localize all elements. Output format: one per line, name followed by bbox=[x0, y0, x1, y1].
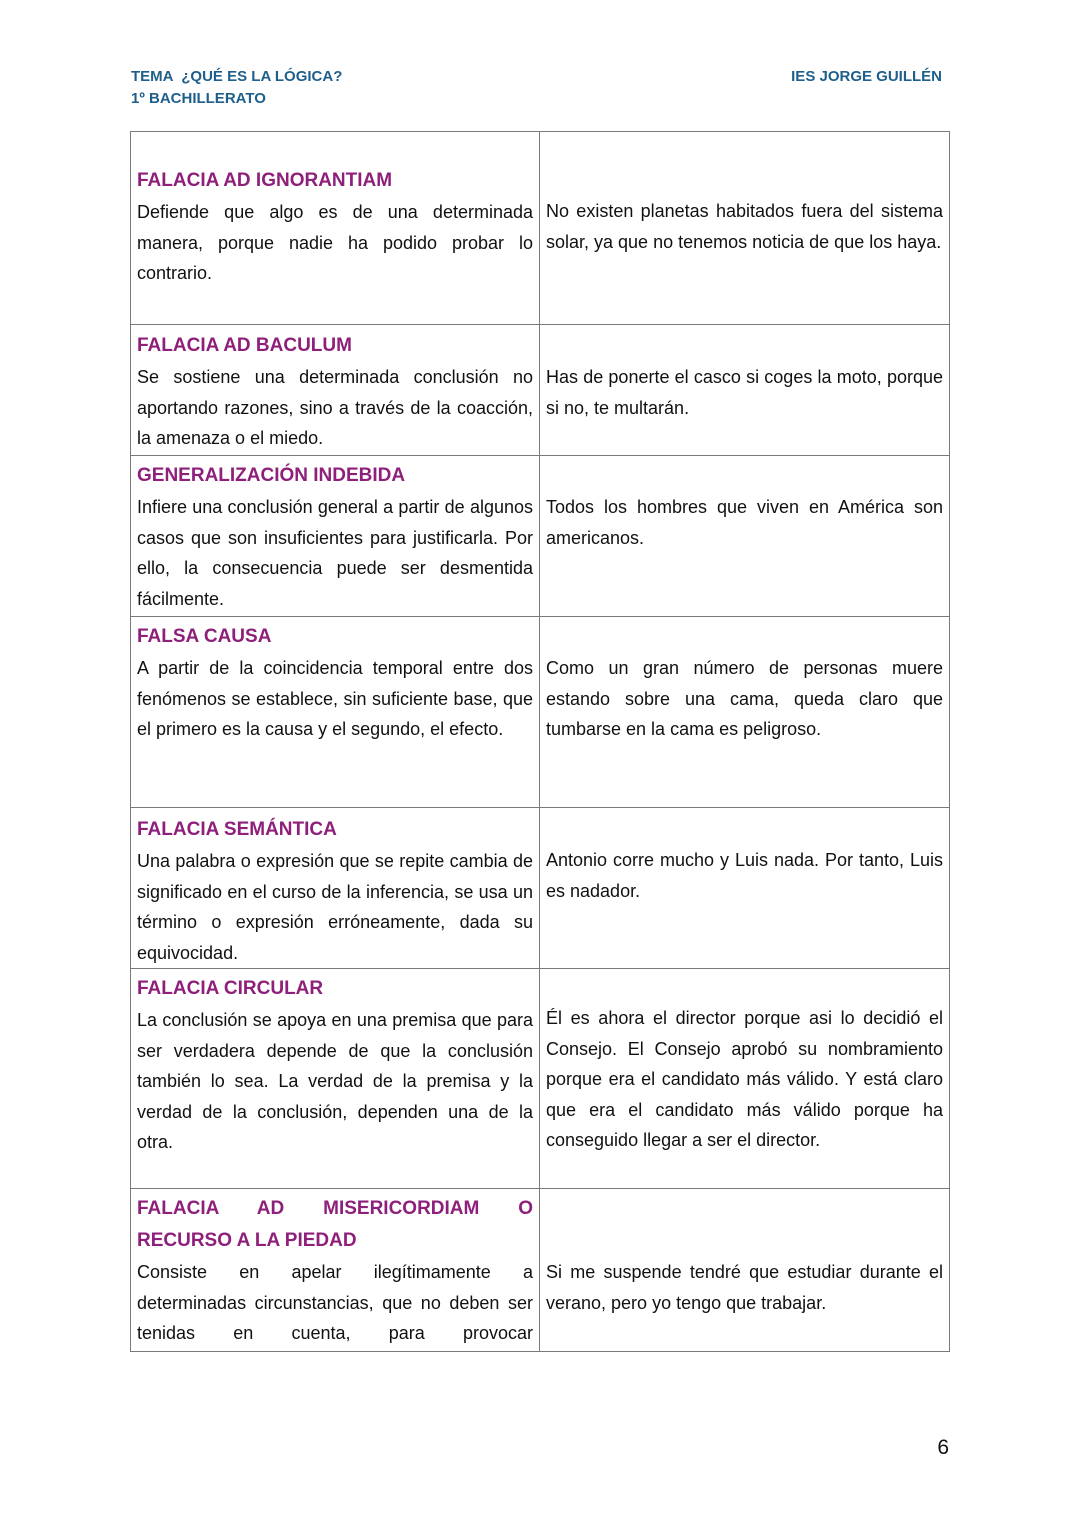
fallacy-title: FALACIA AD IGNORANTIAM bbox=[137, 170, 393, 191]
table-row bbox=[131, 808, 950, 969]
fallacy-example: Has de ponerte el casco si coges la moto, porque si no, te multarán. bbox=[546, 367, 943, 418]
fallacy-title: FALACIA AD MISERICORDIAM O bbox=[137, 1198, 533, 1219]
header-course: 1º BACHILLERATO bbox=[131, 90, 266, 107]
table-row bbox=[131, 617, 950, 808]
fallacy-title: FALACIA AD BACULUM bbox=[137, 335, 352, 356]
table-row bbox=[131, 1189, 950, 1352]
fallacy-definition: Se sostiene una determinada conclusión no aportando razones, sino a través de la coacción, la amenaza o el miedo. bbox=[137, 367, 533, 448]
fallacy-example: Antonio corre mucho y Luis nada. Por tanto, Luis es nadador. bbox=[546, 850, 943, 901]
header-topic: TEMA ¿QUÉ ES LA LÓGICA? bbox=[131, 68, 343, 85]
fallacy-definition: Defiende que algo es de una determinada manera, porque nadie ha podido probar lo contrario. bbox=[137, 202, 533, 283]
table-row bbox=[131, 456, 950, 617]
fallacy-example: Si me suspende tendré que estudiar durante el verano, pero yo tengo que trabajar. bbox=[546, 1262, 943, 1313]
fallacy-definition: La conclusión se apoya en una premisa que para ser verdadera depende de que la conclusión también lo sea. La verdad de la premisa y la verdad de la conclusión, dependen una de la otra. bbox=[137, 1010, 533, 1152]
fallacy-definition: Consiste en apelar ilegítimamente a determinadas circunstancias, que no deben ser tenidas en cuenta, para provocar bbox=[137, 1262, 533, 1343]
fallacy-title-continued: RECURSO A LA PIEDAD bbox=[137, 1230, 357, 1251]
fallacy-title: FALSA CAUSA bbox=[137, 626, 272, 647]
table-row bbox=[131, 325, 950, 456]
fallacy-example: Todos los hombres que viven en América son americanos. bbox=[546, 497, 943, 548]
fallacy-title: FALACIA SEMÁNTICA bbox=[137, 819, 337, 840]
table-row bbox=[131, 132, 950, 325]
header-school: IES JORGE GUILLÉN bbox=[791, 68, 942, 85]
header-left bbox=[131, 66, 342, 110]
table-row bbox=[131, 969, 950, 1189]
fallacy-definition: Una palabra o expresión que se repite cambia de significado en el curso de la inferencia, se usa un término o expresión erróneamente, dada su equivocidad. bbox=[137, 851, 533, 963]
page-number: 6 bbox=[937, 1436, 949, 1459]
fallacies-table bbox=[130, 131, 950, 1352]
fallacy-example: No existen planetas habitados fuera del sistema solar, ya que no tenemos noticia de que los haya. bbox=[546, 201, 943, 252]
fallacy-title: GENERALIZACIÓN INDEBIDA bbox=[137, 465, 406, 486]
fallacy-title: FALACIA CIRCULAR bbox=[137, 978, 324, 999]
fallacy-example: Él es ahora el director porque asi lo decidió el Consejo. El Consejo aprobó su nombramiento porque era el candidato más válido. Y está claro que era el candidato más válido porque ha conseguido llegar a ser el director. bbox=[546, 1008, 943, 1150]
fallacy-definition: Infiere una conclusión general a partir de algunos casos que son insuficientes para justificarla. Por ello, la consecuencia puede ser desmentida fácilmente. bbox=[137, 497, 533, 609]
fallacy-definition: A partir de la coincidencia temporal entre dos fenómenos se establece, sin suficiente base, que el primero es la causa y el segundo, el efecto. bbox=[137, 658, 533, 739]
fallacy-example: Como un gran número de personas muere estando sobre una cama, queda claro que tumbarse en la cama es peligroso. bbox=[546, 658, 943, 739]
